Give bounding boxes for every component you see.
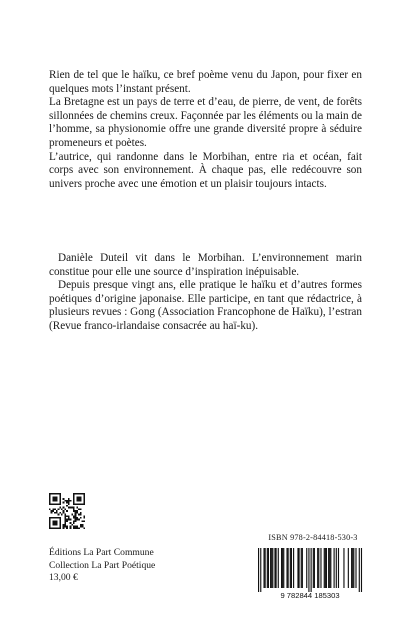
collection-name: Collection La Part Poétique xyxy=(49,559,156,571)
isbn-label: ISBN 978-2-84418-530-3 xyxy=(268,533,358,542)
book-description xyxy=(49,69,362,191)
isbn-barcode xyxy=(250,546,370,600)
description-paragraph: Rien de tel que le haïku, ce bref poème venu du Japon, pour fixer en quelques mots l’instant présent. xyxy=(49,69,362,95)
description-paragraph: L’autrice, qui randonne dans le Morbihan, entre ria et océan, fait corps avec son environnement. À chaque pas, elle redécouvre son univers proche avec une émotion et un plaisir toujours intacts. xyxy=(49,150,362,190)
publisher-name: Éditions La Part Commune xyxy=(49,547,154,558)
price: 13,00 € xyxy=(49,572,78,584)
author-paragraph: Depuis presque vingt ans, elle pratique le haïku et d’autres formes poétiques d’origine japonaise. Elle participe, en tant que rédactrice, à plusieurs revues : Gong (Association Francophone de Haïku), l’estran (Revue franco-irlandaise consacrée au haï-ku). xyxy=(49,279,362,332)
author-paragraph: Danièle Duteil vit dans le Morbihan. L’environnement marin constitue pour elle une source d’inspiration inépuisable. xyxy=(49,252,362,278)
description-paragraph: La Bretagne est un pays de terre et d’eau, de pierre, de vent, de forêts sillonnées de chemins creux. Façonnée par les éléments ou la main de l’homme, sa physionomie offre une grande diversité propre à séduire promeneurs et poètes. xyxy=(49,96,362,149)
publisher-info xyxy=(49,547,155,585)
author-bio xyxy=(49,252,362,334)
barcode-digits: 9 782844 185303 xyxy=(280,591,340,600)
qr-code xyxy=(49,493,85,529)
